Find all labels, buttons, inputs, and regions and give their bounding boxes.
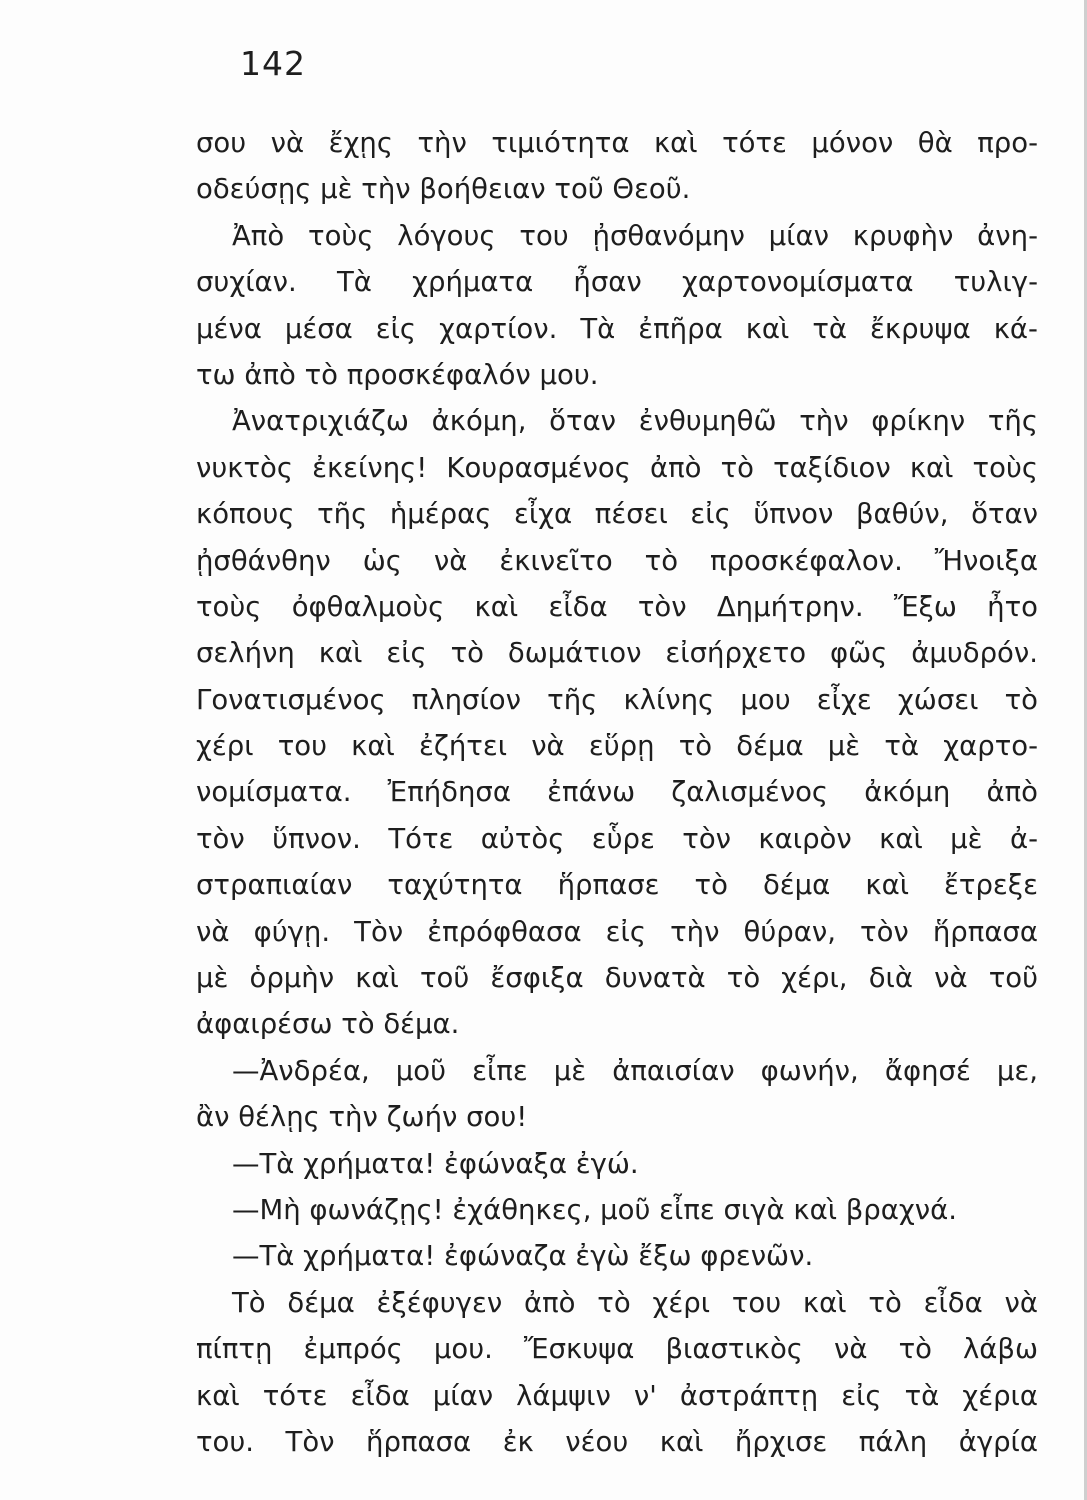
page-number: 142 <box>240 44 306 83</box>
text-line: του. Τὸν ἥρπασα ἐκ νέου καὶ ἤρχισε πάλη ἀγρία <box>196 1425 1038 1458</box>
text-line: σου νὰ ἔχῃς τὴν τιμιότητα καὶ τότε μόνον θὰ προ- <box>196 127 1038 159</box>
text-line: νὰ φύγῃ. Τὸν ἐπρόφθασα εἰς τὴν θύραν, τὸν ἥρπασα <box>196 915 1038 948</box>
text-line: Ἀνατριχιάζω ἀκόμη, ὅταν ἐνθυμηθῶ τὴν φρίκην τῆς <box>232 405 1038 438</box>
text-line: Τὸ δέμα ἐξέφυγεν ἀπὸ τὸ χέρι του καὶ τὸ εἶδα νὰ <box>232 1286 1038 1319</box>
text-line: οδεύσῃς μὲ τὴν βοήθειαν τοῦ Θεοῦ. <box>196 173 691 206</box>
text-line: Ἀπὸ τοὺς λόγους του ᾐσθανόμην μίαν κρυφὴν ἀνη- <box>232 219 1038 252</box>
text-line: τὸν ὕπνον. Τότε αὐτὸς εὗρε τὸν καιρὸν καὶ μὲ ἀ- <box>196 822 1038 855</box>
text-line: —Μὴ φωνάζῃς! ἐχάθηκες, μοῦ εἶπε σιγὰ καὶ βραχνά. <box>232 1193 957 1226</box>
text-line: νυκτὸς ἐκείνης! Κουρασμένος ἀπὸ τὸ ταξίδιον καὶ τοὺς <box>196 451 1038 484</box>
text-line: συχίαν. Τὰ χρήματα ἦσαν χαρτονομίσματα τυλιγ- <box>196 266 1038 299</box>
text-line: —Ἀνδρέα, μοῦ εἶπε μὲ ἀπαισίαν φωνήν, ἄφησέ με, <box>232 1054 1038 1087</box>
body-text <box>196 120 1038 1465</box>
text-line: σελήνη καὶ εἰς τὸ δωμάτιον εἰσήρχετο φῶς ἀμυδρόν. <box>196 637 1038 670</box>
text-line: στραπιαίαν ταχύτητα ἥρπασε τὸ δέμα καὶ ἔτρεξε <box>196 869 1038 902</box>
text-line: ᾐσθάνθην ὡς νὰ ἐκινεῖτο τὸ προσκέφαλον. Ἤνοιξα <box>196 544 1038 577</box>
text-line: πίπτῃ ἐμπρός μου. Ἔσκυψα βιαστικὸς νὰ τὸ λάβω <box>196 1333 1038 1366</box>
text-line: ἀφαιρέσω τὸ δέμα. <box>196 1008 460 1041</box>
text-line: Γονατισμένος πλησίον τῆς κλίνης μου εἶχε χώσει τὸ <box>196 683 1038 716</box>
text-line: κόπους τῆς ἡμέρας εἶχα πέσει εἰς ὕπνον βαθύν, ὅταν <box>196 498 1038 531</box>
text-line: τοὺς ὀφθαλμοὺς καὶ εἶδα τὸν Δημήτρην. Ἔξω ἦτο <box>196 590 1038 623</box>
text-line: —Τὰ χρήματα! ἐφώναξα ἐγώ. <box>232 1147 639 1180</box>
text-line: μὲ ὁρμὴν καὶ τοῦ ἔσφιξα δυνατὰ τὸ χέρι, διὰ νὰ τοῦ <box>196 962 1038 995</box>
text-line: χέρι του καὶ ἐζήτει νὰ εὕρῃ τὸ δέμα μὲ τὰ χαρτο- <box>196 730 1038 763</box>
text-line: μένα μέσα εἰς χαρτίον. Τὰ ἐπῆρα καὶ τὰ ἔκρυψα κά- <box>196 312 1038 345</box>
text-line: νομίσματα. Ἐπήδησα ἐπάνω ζαλισμένος ἀκόμη ἀπὸ <box>196 776 1038 809</box>
text-line: καὶ τότε εἶδα μίαν λάμψιν ν' ἀστράπτῃ εἰς τὰ χέρια <box>196 1379 1038 1412</box>
text-line: ἂν θέλῃς τὴν ζωήν σου! <box>196 1101 528 1134</box>
text-line: τω ἀπὸ τὸ προσκέφαλόν μου. <box>196 358 599 391</box>
text-line: —Τὰ χρήματα! ἐφώναζα ἐγὼ ἔξω φρενῶν. <box>232 1240 814 1273</box>
